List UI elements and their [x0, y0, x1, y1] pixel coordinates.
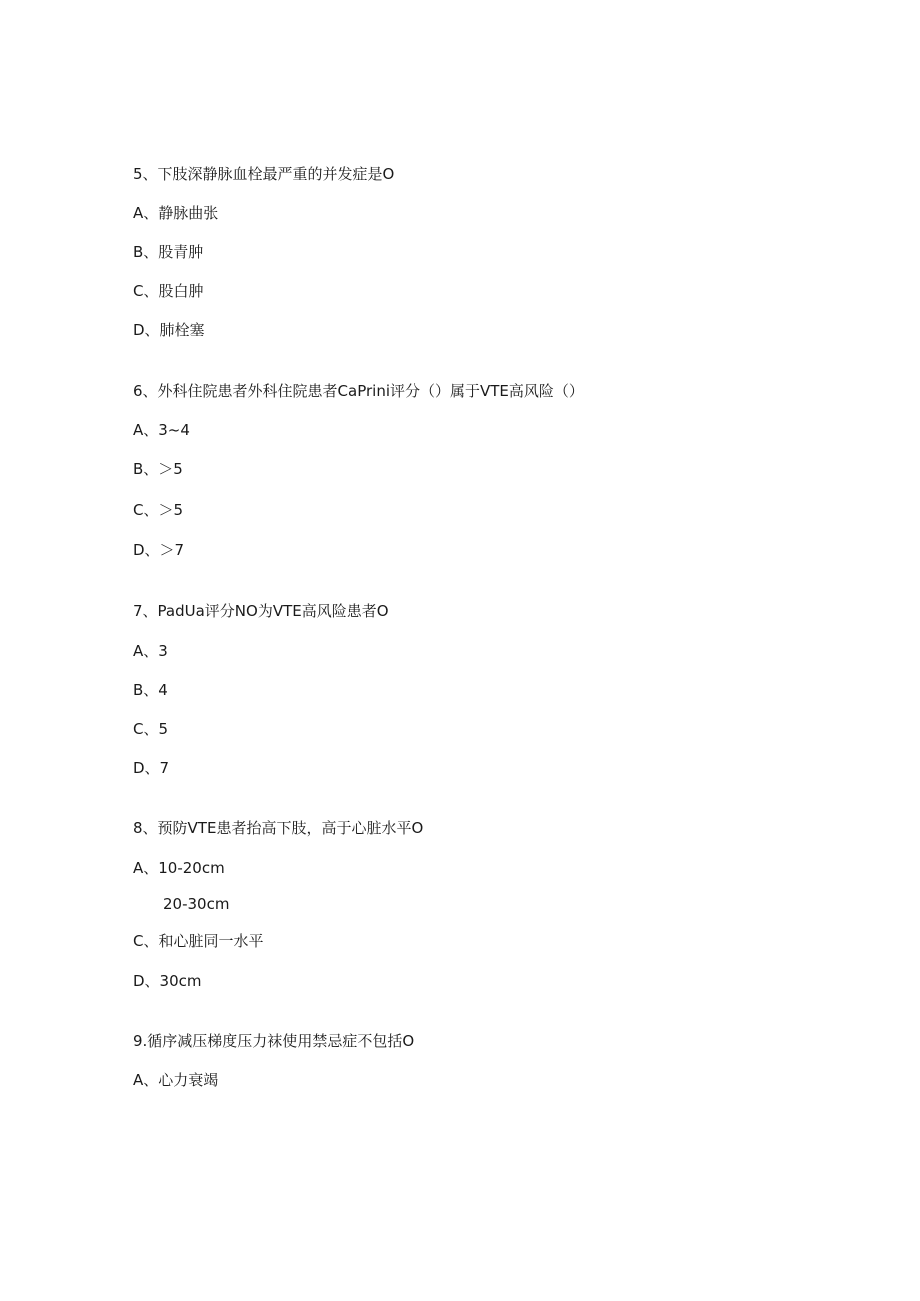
question-5-option-d: D、肺栓塞: [133, 321, 205, 339]
question-5-stem: 5、下肢深静脉血栓最严重的并发症是O: [133, 165, 395, 183]
question-8-option-c: C、和心脏同一水平: [133, 932, 264, 950]
question-7-stem: 7、PadUa评分NO为VTE高风险患者O: [133, 602, 389, 620]
question-7-option-a: A、3: [133, 642, 168, 660]
question-9-option-a: A、心力衰竭: [133, 1071, 219, 1089]
question-9-stem: 9.循序减压梯度压力袜使用禁忌症不包括O: [133, 1032, 415, 1050]
question-6-option-d: D、＞7: [133, 541, 185, 559]
question-5-option-a: A、静脉曲张: [133, 204, 219, 222]
question-6-option-c: C、＞5: [133, 501, 184, 519]
question-8-stem: 8、预防VTE患者抬高下肢，高于心脏水平O: [133, 819, 424, 837]
question-6-option-b: B、＞5: [133, 460, 183, 478]
question-6-stem: 6、外科住院患者外科住院患者CaPrini评分（）属于VTE高风险（）: [133, 382, 584, 400]
question-8-option-b: 20-30cm: [163, 895, 230, 913]
question-5-option-c: C、股白肿: [133, 282, 204, 300]
question-7-option-b: B、4: [133, 681, 168, 699]
question-6-option-a: A、3~4: [133, 421, 190, 439]
question-7-option-d: D、7: [133, 759, 170, 777]
question-5-option-b: B、股青肿: [133, 243, 204, 261]
question-8-option-d: D、30cm: [133, 972, 202, 990]
question-7-option-c: C、5: [133, 720, 169, 738]
question-8-option-a: A、10-20cm: [133, 859, 225, 877]
